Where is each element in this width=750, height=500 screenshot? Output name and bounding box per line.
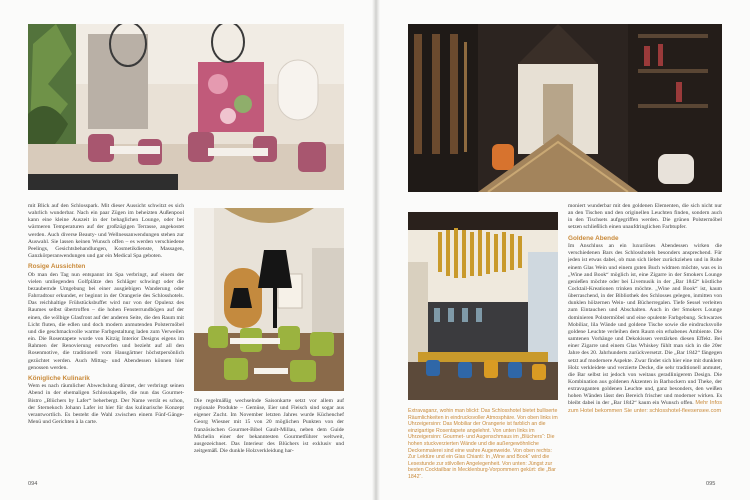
section-heading: Goldene Abende [568, 234, 619, 242]
text-column-2 [194, 398, 344, 474]
website-link[interactable]: schlosshotel-fleesensee.com [649, 407, 722, 414]
text-column-1 [28, 203, 184, 475]
paragraph: Wem es nach räumlicher Abwechslung dürstet, der verbringt seinen Abend in der ehemaligen Schlosskapelle, die nun das Gourmet-Bistro „Blüchers by Lafer“ beherbergt. Der Name verrät es schon, der Sternekoch Johann Lafer ist hier für das kulinarische Konzept verantwortlich. Es besteht die Wahl zwischen einem Fünf-Gänge-Menü und Gerichten à la carte. [28, 383, 184, 426]
paragraph: Die regelmäßig wechselnde Saisonkarte setzt vor allem auf regionale Produkte – Gemüse, Eier und Fleisch sind sogar aus eigener Zucht. Im November letzten Jahres wurde Küchenchef Georg Wiesner mit 15 von 20 möglichen Punkten von der französischen Gourmet-Bibel Gault-Millau, neben dem Guide Michelin einer der bekanntesten Gourmetführer weltweit, ausgezeichnet. Das Interieur des Blüchers ist exklusiv und zeitgemäß. Die dunkle Holzverkleidung har- [194, 398, 344, 455]
section-heading: Rosige Aussichten [28, 263, 86, 271]
paragraph-text: Im Anschluss an ein luxuriöses Abendessen wirken die verschiedenen Bars des Schlosshotels besonders ansprechend. Für jeden ist etwas dabei, ob man sich lieber zurückziehen und in Ruhe einem Glas Wein und einem guten Buch widmen möchte, was es in „Wine and Book“ möglich ist, eine Zigarre in der Smokers Lounge genießen möchte oder bei Livemusik in der „Bar 1842“ köstliche Cocktail-Kreationen trinken möchte. „Wine and Book“ ist, kaum überraschend, in der Bibliothek des Schlosses gelegen, inmitten von dunklen hölzernen Wein- und Bücherregalen. Tiefe Sessel verleiten zum Eintauchen und Abschalten. Auch in der Smokers Lounge dominieren Polstermöbel und eine opulente Farbgebung. Schwarzes Mobiliar, lila Wände und goldene Tische sowie die eindrucksvolle goldene Leuchte verleihen dem Raum ein erhabenes Ambiente. Die samtenen Vorhänge und Dekokissen verstärken diesen Effekt. Bei einer Zigarre und einem Glas Whiskey fühlt man sich in die 20er Jahre des 20. Jahrhunderts zurückversetzt. Die „Bar 1842“ fängegen setzt auf modernere Aspekte. Zwar findet sich hier eine mit dunklem Holz verkleidete und verzierte Decke, die sehr traditionell anmutet, die Bar selbst ist jedoch von weitaus geradlinigerem Design. Die Kombination aus goldenen Akzenten in Barhockern und Theke, der extravaganten goldenen Leuchte und, ganz besonders, den weißen hohen Wänden lässt den Bereich frischer und moderner wirken. Es bleibt dabei in der „Bar 1842“ kaum ein Wunsch offen. [568, 243, 722, 407]
photo-caption: Extravaganz, wohin man blickt: Das Schlosshotel bietet bulliserte Räumlichkeiten in eindrucksvoller Atmosphäre. Von oben links im Uhrzeigersinn: Das Mobiliar der Orangerie ist farblich an die einzigartige Rosentapete angelehnt. Von unten links im Uhrzeigersinn: Gourmet- und Augenschmaus im „Blüchers“: Die hohen stuckverzierten Wände und die außergewöhnliche Deckenmalerei sind eine wahre Augenweide. Von oben rechts: Zur Lektüre und ein Glas Chianti: In „Wine and Book“ wird die Lesestunde zur stilvollen Angelegenheit. Von unten: Jüngst zur besten Cocktailbar in Mecklenburg-Vorpommern gekürt: die „Bar 1842“. [408, 408, 558, 478]
page-number-right: 095 [706, 481, 716, 487]
page-number-left: 094 [28, 481, 38, 487]
photo-wine-and-book [408, 24, 722, 192]
paragraph [568, 243, 722, 415]
more-info-label: Mehr Infos zum Hotel bekommen Sie unter: [568, 400, 722, 414]
paragraph: Ob man den Tag nun entspannt im Spa verbringt, auf einem der vielen umliegenden Golfplätze den Schläger schwingt oder die bezaubernde Umgebung bei einer ausgiebigen Wanderung oder Fahrradtour erkundet, er beginnt in der Orangerie des Schlosshotels. Das reichhaltige Frühstücksbuffet wird nur von der Opulenz des Raumes selbst übertroffen – die hohen Fensterrundbögen auf der einen, die wölbige Glasfront auf der anderen Seite, die den Raum mit Licht fluten, die edlen und doch modern anmutenden Polstermöbel und die geschmackvolle warme Farbgestaltung laden zum Verweilen ein. Die Rosentapete wurde von Kitzig Interior Designs eigens im Rahmen der Renovierung entworfen und bezieht auf all den Rosenmotive, die traditionell vom Hausgärtner höchstpersönlich gezüchtet werden. Auch Mittag- und Abendessen können hier genossen werden. [28, 271, 184, 371]
book-gutter [372, 0, 380, 500]
photo-bluechers-restaurant [194, 208, 344, 391]
text-column-3 [568, 203, 722, 475]
paragraph: mit Blick auf den Schlosspark. Mit dieser Aussicht schwitzt es sich wahrlich wunderbar. Nach ein paar Zügen im beheizten Außenpool kann eine kleine Auszeit in der behaglichen Lounge, oder bei wärmeren Temperaturen auf der großzügigen Terrasse, angekostet werden. Auch diverse Beauty- und Wellnessanwendungen stehen zur Auswahl. Sie lassen keinen Wunsch offen – es werden verschiedene Peelings, Gesichtsbehandlungen, Kosmetikdienste, Massagen, Ganzkörperanwendungen und gar ein Medical Spa geboten. [28, 203, 184, 260]
photo-orangerie [28, 24, 344, 190]
section-heading: Königliche Kulinarik [28, 374, 90, 382]
photo-bar-1842 [408, 212, 558, 400]
paragraph: moniert wunderbar mit den goldenen Elementen, die sich nicht nur an den Tischen und den originellen Leuchten finden, sondern auch in den Tischsets aufgegriffen werden. Die grünen Polstermöbel setzen schließlich einen unaufdringlichen Farbtupfer. [568, 203, 722, 231]
